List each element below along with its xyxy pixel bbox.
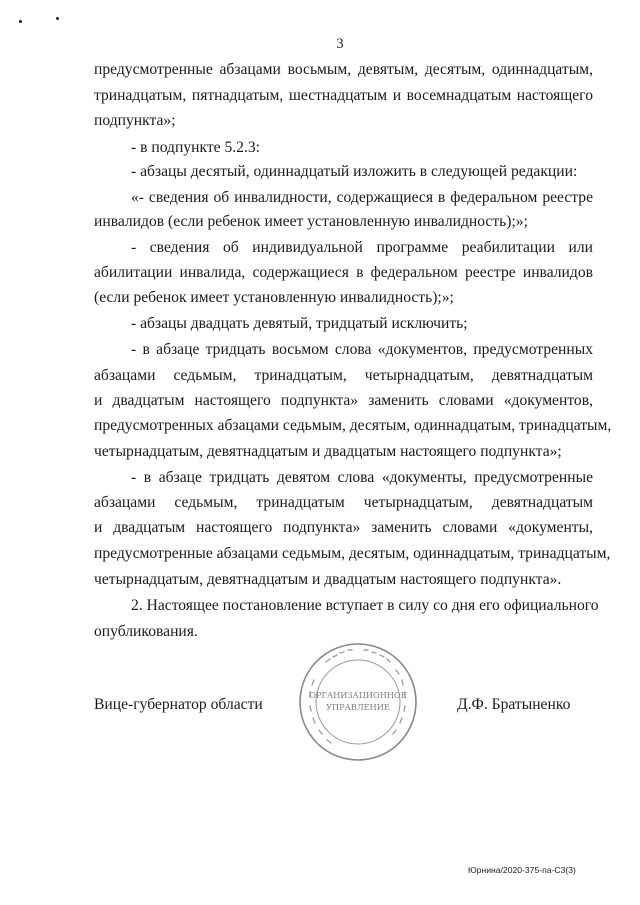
text-line: 2. Настоящее постановление вступает в силу со дня его официального (131, 597, 599, 614)
text-line: четырнадцатым, девятнадцатым и двадцатым настоящего подпункта». (94, 571, 562, 588)
document-code: Юрнина/2020-375-па-С3(3) (468, 865, 576, 875)
text-line: абилитации инвалида, содержащиеся в федеральном реестре инвалидов (94, 264, 593, 281)
text-line: предусмотренные абзацами седьмым, десятым, одиннадцатым, тринадцатым, (94, 545, 611, 562)
text-line: «- сведения об инвалидности, содержащиеся в федеральном реестре (131, 189, 593, 206)
signer-position: Вице-губернатор области (94, 696, 263, 713)
stamp-text-2: УПРАВЛЕНИЕ (326, 702, 390, 712)
text-line: предусмотренных абзацами седьмым, десятым, одиннадцатым, тринадцатым, (94, 417, 612, 434)
text-line: инвалидов (если ребенок имеет установленную инвалидность);»; (94, 213, 528, 230)
text-line: тринадцатым, пятнадцатым, шестнадцатым и восемнадцатым настоящего (94, 87, 593, 104)
text-line: (если ребенок имеет установленную инвалидность);»; (94, 289, 454, 306)
stamp-text-1: ОРГАНИЗАЦИОННОЕ (309, 690, 407, 700)
text-line: - сведения об индивидуальной программе реабилитации или (131, 239, 593, 256)
official-stamp (296, 640, 420, 764)
text-line: предусмотренные абзацами восьмым, девятым, десятым, одиннадцатым, (94, 61, 593, 78)
page-number: 3 (336, 36, 344, 52)
text-line: подпункта»; (94, 112, 176, 129)
signer-name: Д.Ф. Братыненко (457, 696, 571, 713)
scan-speck (56, 17, 59, 20)
text-line: - абзацы десятый, одиннадцатый изложить в следующей редакции: (131, 163, 578, 180)
text-line: и двадцатым настоящего подпункта» заменить словами «документы, (94, 519, 593, 536)
text-line: - в подпункте 5.2.3: (131, 139, 260, 156)
text-line: - в абзаце тридцать девятом слова «документы, предусмотренные (131, 469, 593, 486)
text-line: абзацами седьмым, тринадцатым четырнадцатым, девятнадцатым (94, 494, 593, 511)
text-line: абзацами седьмым, тринадцатым, четырнадцатым, девятнадцатым (94, 367, 593, 384)
text-line: опубликования. (94, 623, 198, 640)
text-line: четырнадцатым, девятнадцатым и двадцатым настоящего подпункта»; (94, 443, 562, 460)
text-line: - абзацы двадцать девятый, тридцатый исключить; (131, 315, 468, 332)
text-line: и двадцатым настоящего подпункта» заменить словами «документов, (94, 392, 593, 409)
scan-speck (19, 20, 22, 23)
text-line: - в абзаце тридцать восьмом слова «документов, предусмотренных (131, 341, 593, 358)
